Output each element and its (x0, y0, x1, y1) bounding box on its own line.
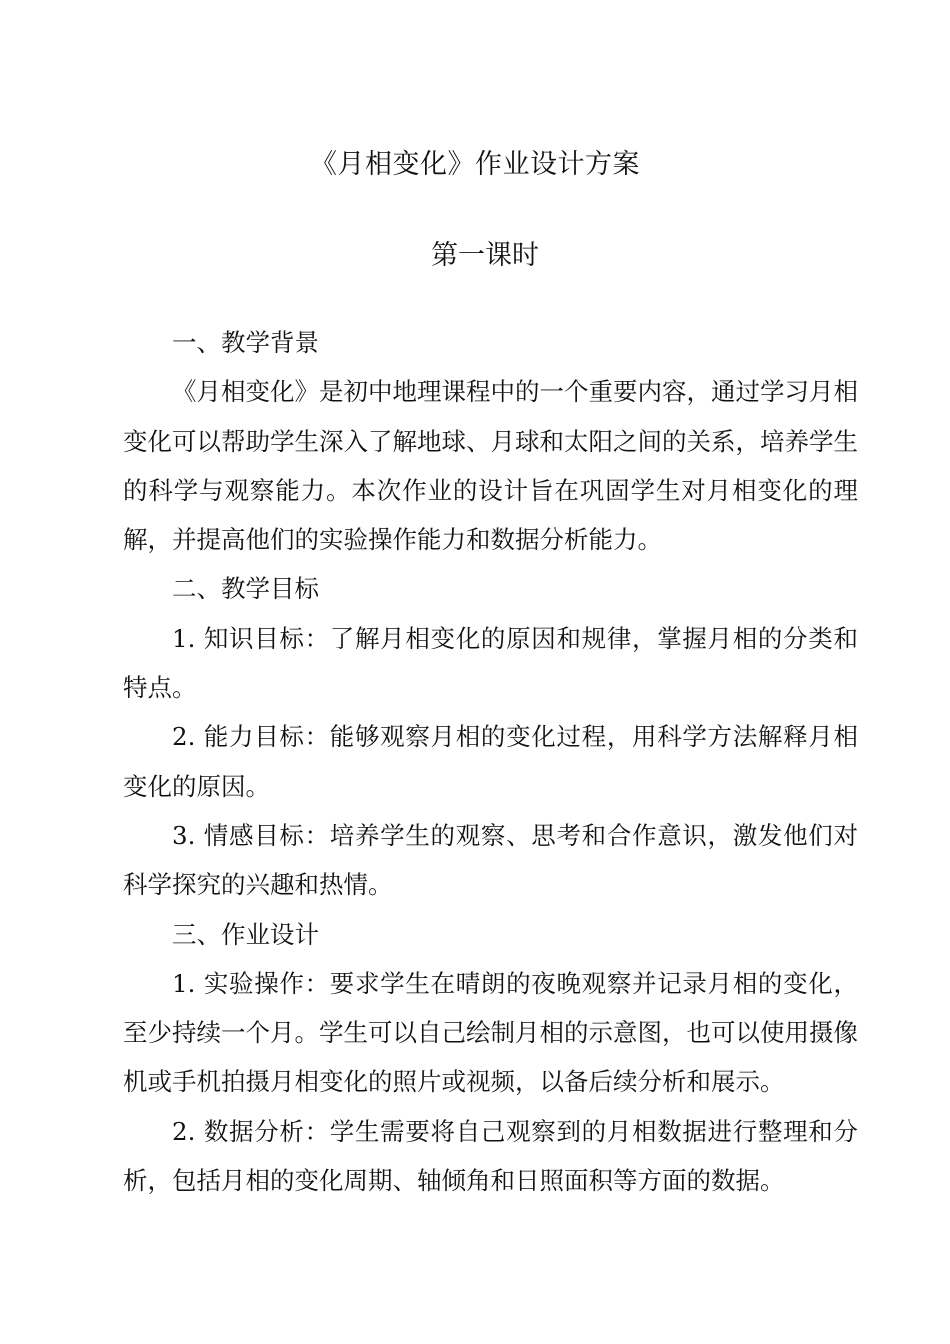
paragraph-data-analysis: 2. 数据分析：学生需要将自己观察到的月相数据进行整理和分析，包括月相的变化周期、轴倾角和日照面积等方面的数据。 (123, 1116, 858, 1196)
paragraph-ability-objective: 2. 能力目标：能够观察月相的变化过程，用科学方法解释月相变化的原因。 (123, 722, 858, 801)
paragraph-emotion-objective: 3. 情感目标：培养学生的观察、思考和合作意识，激发他们对科学探究的兴趣和热情。 (123, 820, 858, 900)
section-heading-homework-design: 三、作业设计 (172, 919, 319, 949)
paragraph-background: 《月相变化》是初中地理课程中的一个重要内容，通过学习月相变化可以帮助学生深入了解地球、月球和太阳之间的关系，培养学生的科学与观察能力。本次作业的设计旨在巩固学生对月相变化的理解，并提高他们的实验操作能力和数据分析能力。 (123, 377, 858, 555)
document-title: 《月相变化》作业设计方案 (310, 149, 640, 180)
lesson-subtitle: 第一课时 (431, 240, 539, 271)
section-heading-objectives: 二、教学目标 (172, 574, 319, 604)
paragraph-knowledge-objective: 1. 知识目标：了解月相变化的原因和规律，掌握月相的分类和特点。 (123, 623, 858, 703)
section-heading-background: 一、教学背景 (172, 328, 319, 357)
paragraph-experiment-operation: 1. 实验操作：要求学生在晴朗的夜晚观察并记录月相的变化，至少持续一个月。学生可以自己绘制月相的示意图，也可以使用摄像机或手机拍摄月相变化的照片或视频，以备后续分析和展示。 (123, 968, 858, 1097)
document-body (123, 318, 858, 1205)
